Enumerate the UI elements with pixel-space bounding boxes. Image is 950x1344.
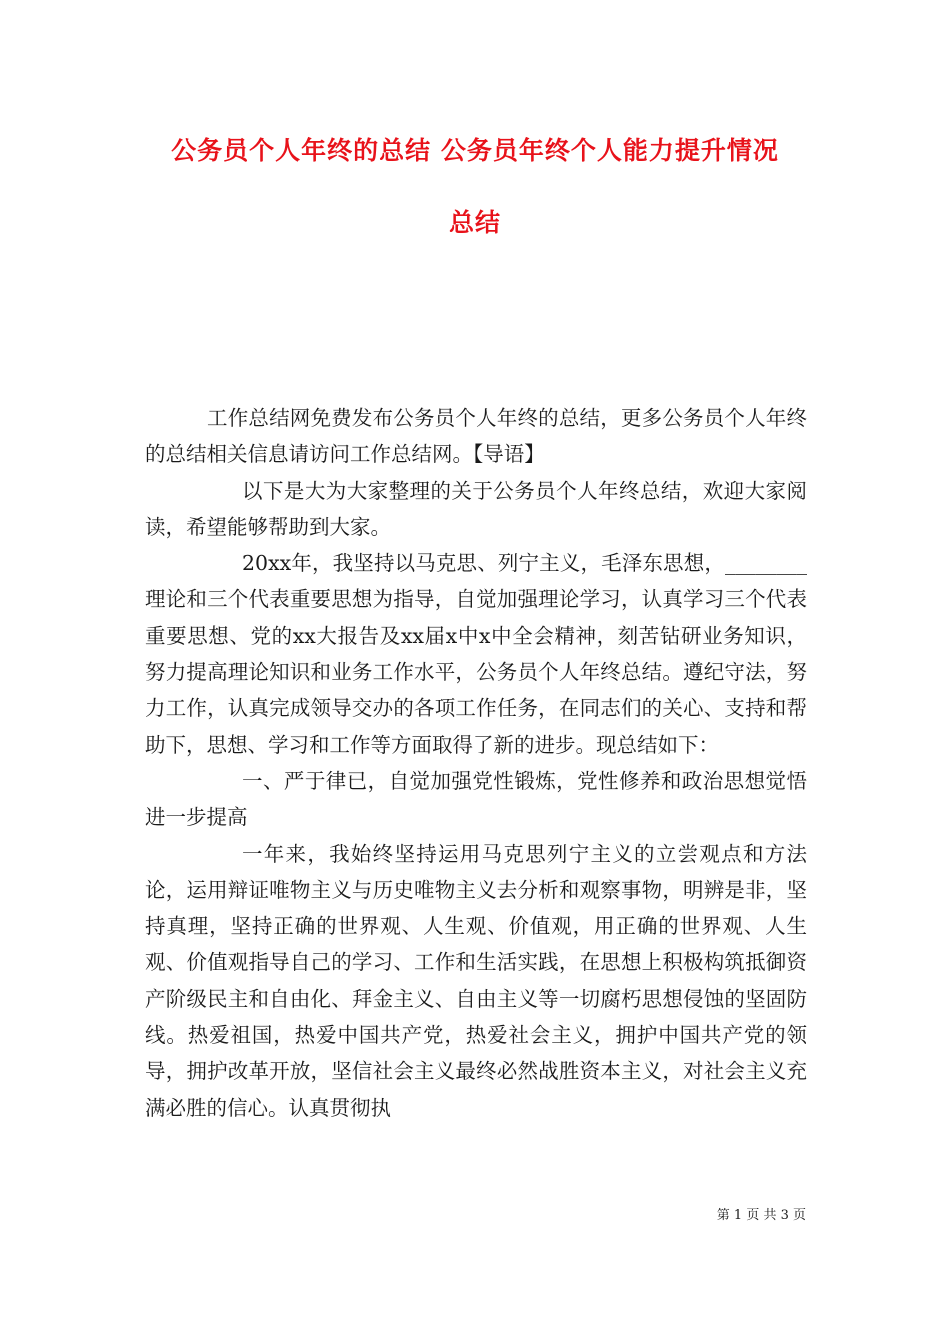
paragraph-summary: 20xx年，我坚持以马克思、列宁主义，毛泽东思想，________理论和三个代表重要思想为指导，自觉加强理论学习，认真学习三个代表重要思想、党的xx大报告及xx届x中x中全会精神，刻苦钻研业务知识，努力提高理论知识和业务工作水平，公务员个人年终总结。遵纪守法，努力工作，认真完成领导交办的各项工作任务，在同志们的关心、支持和帮助下，思想、学习和工作等方面取得了新的进步。现总结如下： bbox=[145, 551, 807, 757]
document-title-line-1: 公务员个人年终的总结 公务员年终个人能力提升情况 bbox=[171, 136, 779, 165]
paragraph-section-1: 一年来，我始终坚持运用马克思列宁主义的立尝观点和方法论，运用辩证唯物主义与历史唯物主义去分析和观察事物，明辨是非，坚持真理，坚持正确的世界观、人生观、价值观，用正确的世界观、人生观、价值观指导自己的学习、工作和生活实践，在思想上积极构筑抵御资产阶级民主和自由化、拜金主义、自由主义等一切腐朽思想侵蚀的坚固防线。热爱祖国，热爱中国共产党，热爱社会主义，拥护中国共产党的领导，拥护改革开放，坚信社会主义最终必然战胜资本主义，对社会主义充满必胜的信心。认真贯彻执 bbox=[145, 841, 807, 1120]
page-number: 第 1 页 共 3 页 bbox=[716, 1208, 806, 1223]
document-title-line-2: 总结 bbox=[448, 208, 501, 237]
section-heading-1: 一、严于律已，自觉加强党性锻炼，党性修养和政治思想觉悟进一步提高 bbox=[145, 768, 807, 830]
paragraph-intro: 工作总结网免费发布公务员个人年终的总结，更多公务员个人年终的总结相关信息请访问工作总结网。【导语】 bbox=[145, 406, 807, 467]
document-body bbox=[145, 400, 807, 1126]
paragraph-lead: 以下是大为大家整理的关于公务员个人年终总结，欢迎大家阅读，希望能够帮助到大家。 bbox=[145, 478, 807, 539]
